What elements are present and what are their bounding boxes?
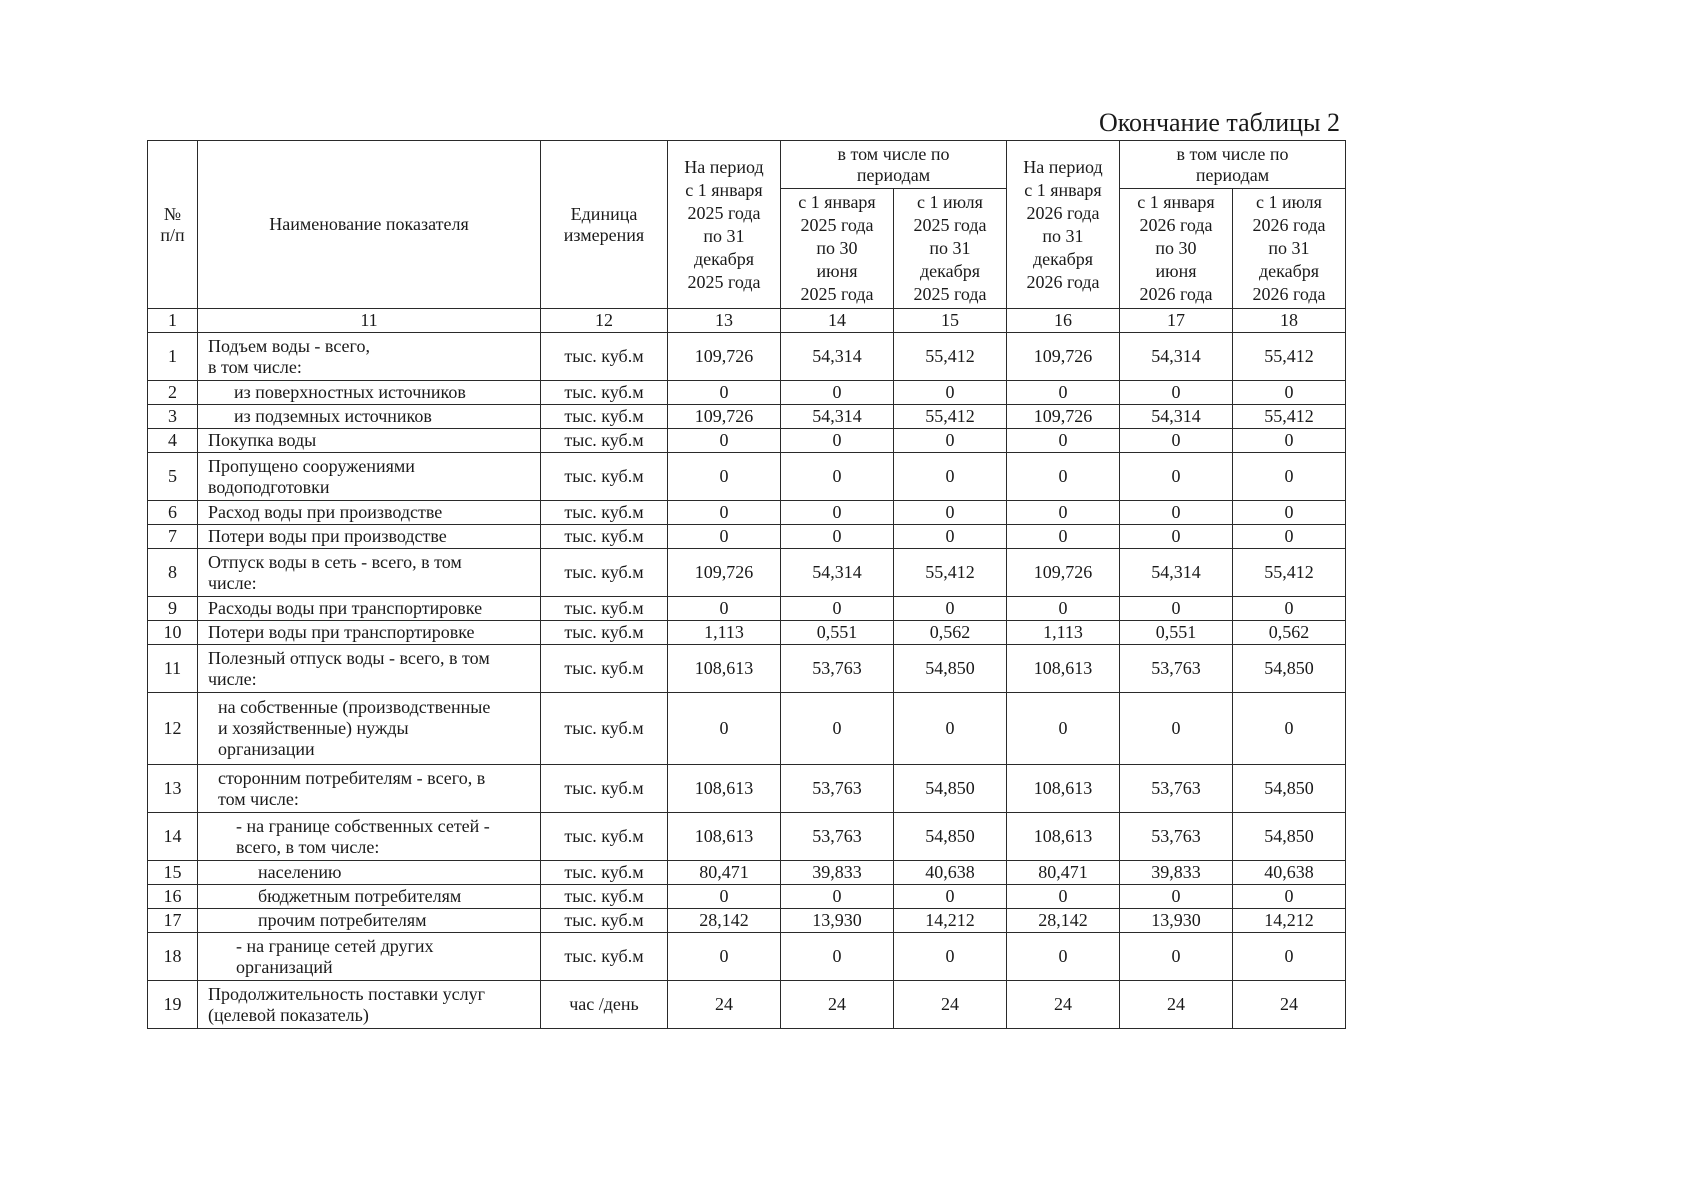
value-cell: 0: [1120, 525, 1233, 549]
value-cell: 0: [1007, 381, 1120, 405]
unit-cell: тыс. куб.м: [541, 333, 668, 381]
value-cell: 0: [1007, 885, 1120, 909]
indicator-name: населению: [198, 861, 541, 885]
value-cell: 0: [1233, 381, 1346, 405]
value-cell: 54,850: [894, 813, 1007, 861]
value-cell: 55,412: [1233, 549, 1346, 597]
value-cell: 0,551: [1120, 621, 1233, 645]
value-cell: 0: [1120, 885, 1233, 909]
value-cell: 0: [781, 453, 894, 501]
value-cell: 108,613: [1007, 765, 1120, 813]
value-cell: 14,212: [894, 909, 1007, 933]
row-number: 15: [148, 861, 198, 885]
value-cell: 24: [1233, 981, 1346, 1029]
value-cell: 13,930: [1120, 909, 1233, 933]
value-cell: 24: [668, 981, 781, 1029]
value-cell: 24: [894, 981, 1007, 1029]
indicator-name: Подъем воды - всего, в том числе:: [198, 333, 541, 381]
value-cell: 109,726: [668, 549, 781, 597]
value-cell: 0: [1233, 525, 1346, 549]
header-including-2026: в том числе по периодам: [1120, 141, 1346, 189]
value-cell: 0: [1233, 885, 1346, 909]
header-unit: Единица измерения: [541, 141, 668, 309]
row-number: 8: [148, 549, 198, 597]
indicator-name: Потери воды при производстве: [198, 525, 541, 549]
value-cell: 108,613: [668, 765, 781, 813]
value-cell: 0: [894, 693, 1007, 765]
col-number: 12: [541, 309, 668, 333]
indicator-name: - на границе собственных сетей - всего, в том числе:: [198, 813, 541, 861]
value-cell: 40,638: [894, 861, 1007, 885]
value-cell: 0: [668, 501, 781, 525]
column-numbers-row: [148, 309, 1346, 333]
row-number: 6: [148, 501, 198, 525]
unit-cell: тыс. куб.м: [541, 405, 668, 429]
value-cell: 1,113: [668, 621, 781, 645]
value-cell: 0,562: [894, 621, 1007, 645]
water-balance-table: [147, 140, 1346, 1029]
col-number: 15: [894, 309, 1007, 333]
value-cell: 55,412: [894, 333, 1007, 381]
row-number: 1: [148, 333, 198, 381]
value-cell: 0: [1233, 693, 1346, 765]
value-cell: 54,314: [1120, 333, 1233, 381]
value-cell: 53,763: [781, 813, 894, 861]
table-body: [148, 333, 1346, 1029]
value-cell: 0: [1120, 933, 1233, 981]
value-cell: 0: [781, 693, 894, 765]
row-number: 19: [148, 981, 198, 1029]
table-header: [148, 141, 1346, 333]
row-number: 9: [148, 597, 198, 621]
value-cell: 0: [894, 429, 1007, 453]
value-cell: 55,412: [1233, 405, 1346, 429]
table-row: [148, 525, 1346, 549]
value-cell: 80,471: [1007, 861, 1120, 885]
value-cell: 0: [1120, 597, 1233, 621]
row-number: 13: [148, 765, 198, 813]
row-number: 14: [148, 813, 198, 861]
unit-cell: тыс. куб.м: [541, 621, 668, 645]
value-cell: 0: [668, 885, 781, 909]
value-cell: 0: [781, 381, 894, 405]
table-row: [148, 501, 1346, 525]
indicator-name: бюджетным потребителям: [198, 885, 541, 909]
value-cell: 108,613: [668, 645, 781, 693]
indicator-name: из подземных источников: [198, 405, 541, 429]
table-row: [148, 453, 1346, 501]
value-cell: 13,930: [781, 909, 894, 933]
header-including-2025: в том числе по периодам: [781, 141, 1007, 189]
col-number: 16: [1007, 309, 1120, 333]
value-cell: 0: [894, 525, 1007, 549]
value-cell: 109,726: [668, 333, 781, 381]
header-h1-2026: с 1 января 2026 года по 30 июня 2026 года: [1120, 189, 1233, 309]
value-cell: 54,314: [1120, 549, 1233, 597]
row-number: 17: [148, 909, 198, 933]
unit-cell: тыс. куб.м: [541, 645, 668, 693]
table-row: [148, 813, 1346, 861]
value-cell: 28,142: [668, 909, 781, 933]
indicator-name: Потери воды при транспортировке: [198, 621, 541, 645]
value-cell: 0: [894, 885, 1007, 909]
unit-cell: тыс. куб.м: [541, 933, 668, 981]
header-h2-2025: с 1 июля 2025 года по 31 декабря 2025 года: [894, 189, 1007, 309]
value-cell: 0: [781, 501, 894, 525]
value-cell: 0: [1007, 429, 1120, 453]
value-cell: 54,314: [1120, 405, 1233, 429]
value-cell: 24: [781, 981, 894, 1029]
row-number: 18: [148, 933, 198, 981]
value-cell: 0: [668, 693, 781, 765]
col-number: 13: [668, 309, 781, 333]
row-number: 12: [148, 693, 198, 765]
row-number: 3: [148, 405, 198, 429]
value-cell: 0: [1007, 453, 1120, 501]
unit-cell: тыс. куб.м: [541, 693, 668, 765]
value-cell: 0: [668, 381, 781, 405]
row-number: 2: [148, 381, 198, 405]
col-number: 14: [781, 309, 894, 333]
unit-cell: тыс. куб.м: [541, 549, 668, 597]
table-row: [148, 765, 1346, 813]
value-cell: 0: [1233, 597, 1346, 621]
value-cell: 0: [894, 501, 1007, 525]
value-cell: 0: [781, 933, 894, 981]
value-cell: 54,314: [781, 333, 894, 381]
col-number: 17: [1120, 309, 1233, 333]
value-cell: 80,471: [668, 861, 781, 885]
header-h2-2026: с 1 июля 2026 года по 31 декабря 2026 года: [1233, 189, 1346, 309]
value-cell: 0: [668, 429, 781, 453]
unit-cell: тыс. куб.м: [541, 381, 668, 405]
value-cell: 53,763: [781, 645, 894, 693]
indicator-name: Полезный отпуск воды - всего, в том числе:: [198, 645, 541, 693]
value-cell: 54,314: [781, 549, 894, 597]
table-caption: Окончание таблицы 2: [1098, 108, 1340, 137]
value-cell: 109,726: [668, 405, 781, 429]
value-cell: 55,412: [894, 405, 1007, 429]
row-number: 10: [148, 621, 198, 645]
value-cell: 40,638: [1233, 861, 1346, 885]
value-cell: 0: [1120, 453, 1233, 501]
indicator-name: Отпуск воды в сеть - всего, в том числе:: [198, 549, 541, 597]
row-number: 4: [148, 429, 198, 453]
value-cell: 0: [1233, 429, 1346, 453]
indicator-name: Пропущено сооружениями водоподготовки: [198, 453, 541, 501]
value-cell: 0: [668, 597, 781, 621]
value-cell: 0: [1233, 933, 1346, 981]
value-cell: 0: [781, 525, 894, 549]
value-cell: 39,833: [1120, 861, 1233, 885]
value-cell: 0: [781, 429, 894, 453]
value-cell: 55,412: [1233, 333, 1346, 381]
table-row: [148, 381, 1346, 405]
value-cell: 0: [1007, 525, 1120, 549]
col-number: 18: [1233, 309, 1346, 333]
indicator-name: - на границе сетей других организаций: [198, 933, 541, 981]
row-number: 16: [148, 885, 198, 909]
unit-cell: тыс. куб.м: [541, 501, 668, 525]
table-row: [148, 333, 1346, 381]
indicator-name: Покупка воды: [198, 429, 541, 453]
unit-cell: тыс. куб.м: [541, 453, 668, 501]
value-cell: 0: [1233, 501, 1346, 525]
value-cell: 0: [1120, 381, 1233, 405]
col-number: 11: [198, 309, 541, 333]
table-row: [148, 597, 1346, 621]
value-cell: 0: [781, 597, 894, 621]
header-period-2026: На период с 1 января 2026 года по 31 декабря 2026 года: [1007, 141, 1120, 309]
header-num: № п/п: [148, 141, 198, 309]
value-cell: 54,850: [894, 645, 1007, 693]
table-row: [148, 885, 1346, 909]
header-name: Наименование показателя: [198, 141, 541, 309]
value-cell: 54,850: [1233, 645, 1346, 693]
value-cell: 24: [1007, 981, 1120, 1029]
value-cell: 53,763: [1120, 813, 1233, 861]
table-row: [148, 909, 1346, 933]
value-cell: 0: [894, 381, 1007, 405]
table-row: [148, 861, 1346, 885]
row-number: 11: [148, 645, 198, 693]
table-row: [148, 981, 1346, 1029]
value-cell: 0: [894, 597, 1007, 621]
value-cell: 54,314: [781, 405, 894, 429]
value-cell: 0: [781, 885, 894, 909]
value-cell: 54,850: [1233, 765, 1346, 813]
unit-cell: тыс. куб.м: [541, 429, 668, 453]
value-cell: 0: [894, 933, 1007, 981]
value-cell: 108,613: [1007, 645, 1120, 693]
row-number: 7: [148, 525, 198, 549]
value-cell: 53,763: [1120, 645, 1233, 693]
value-cell: 0: [1120, 693, 1233, 765]
unit-cell: тыс. куб.м: [541, 885, 668, 909]
value-cell: 109,726: [1007, 405, 1120, 429]
value-cell: 55,412: [894, 549, 1007, 597]
unit-cell: час /день: [541, 981, 668, 1029]
value-cell: 0: [1120, 429, 1233, 453]
indicator-name: на собственные (производственные и хозяйственные) нужды организации: [198, 693, 541, 765]
value-cell: 54,850: [894, 765, 1007, 813]
value-cell: 0: [1007, 501, 1120, 525]
unit-cell: тыс. куб.м: [541, 813, 668, 861]
value-cell: 0: [1120, 501, 1233, 525]
table-row: [148, 693, 1346, 765]
value-cell: 0: [1007, 933, 1120, 981]
value-cell: 54,850: [1233, 813, 1346, 861]
value-cell: 39,833: [781, 861, 894, 885]
value-cell: 0: [668, 453, 781, 501]
header-period-2025: На период с 1 января 2025 года по 31 декабря 2025 года: [668, 141, 781, 309]
table-row: [148, 645, 1346, 693]
table-row: [148, 429, 1346, 453]
table-row: [148, 549, 1346, 597]
table-row: [148, 621, 1346, 645]
unit-cell: тыс. куб.м: [541, 597, 668, 621]
value-cell: 0,551: [781, 621, 894, 645]
value-cell: 0,562: [1233, 621, 1346, 645]
value-cell: 1,113: [1007, 621, 1120, 645]
indicator-name: Продолжительность поставки услуг (целевой показатель): [198, 981, 541, 1029]
header-h1-2025: с 1 января 2025 года по 30 июня 2025 года: [781, 189, 894, 309]
row-number: 5: [148, 453, 198, 501]
indicator-name: Расход воды при производстве: [198, 501, 541, 525]
value-cell: 0: [894, 453, 1007, 501]
value-cell: 109,726: [1007, 333, 1120, 381]
value-cell: 108,613: [668, 813, 781, 861]
value-cell: 53,763: [781, 765, 894, 813]
value-cell: 0: [1233, 453, 1346, 501]
value-cell: 14,212: [1233, 909, 1346, 933]
table-row: [148, 933, 1346, 981]
value-cell: 28,142: [1007, 909, 1120, 933]
value-cell: 0: [1007, 597, 1120, 621]
value-cell: 109,726: [1007, 549, 1120, 597]
value-cell: 53,763: [1120, 765, 1233, 813]
value-cell: 0: [668, 933, 781, 981]
unit-cell: тыс. куб.м: [541, 525, 668, 549]
value-cell: 0: [1007, 693, 1120, 765]
col-number: 1: [148, 309, 198, 333]
indicator-name: прочим потребителям: [198, 909, 541, 933]
indicator-name: сторонним потребителям - всего, в том числе:: [198, 765, 541, 813]
value-cell: 24: [1120, 981, 1233, 1029]
table-row: [148, 405, 1346, 429]
unit-cell: тыс. куб.м: [541, 861, 668, 885]
unit-cell: тыс. куб.м: [541, 909, 668, 933]
value-cell: 0: [668, 525, 781, 549]
indicator-name: Расходы воды при транспортировке: [198, 597, 541, 621]
value-cell: 108,613: [1007, 813, 1120, 861]
unit-cell: тыс. куб.м: [541, 765, 668, 813]
indicator-name: из поверхностных источников: [198, 381, 541, 405]
